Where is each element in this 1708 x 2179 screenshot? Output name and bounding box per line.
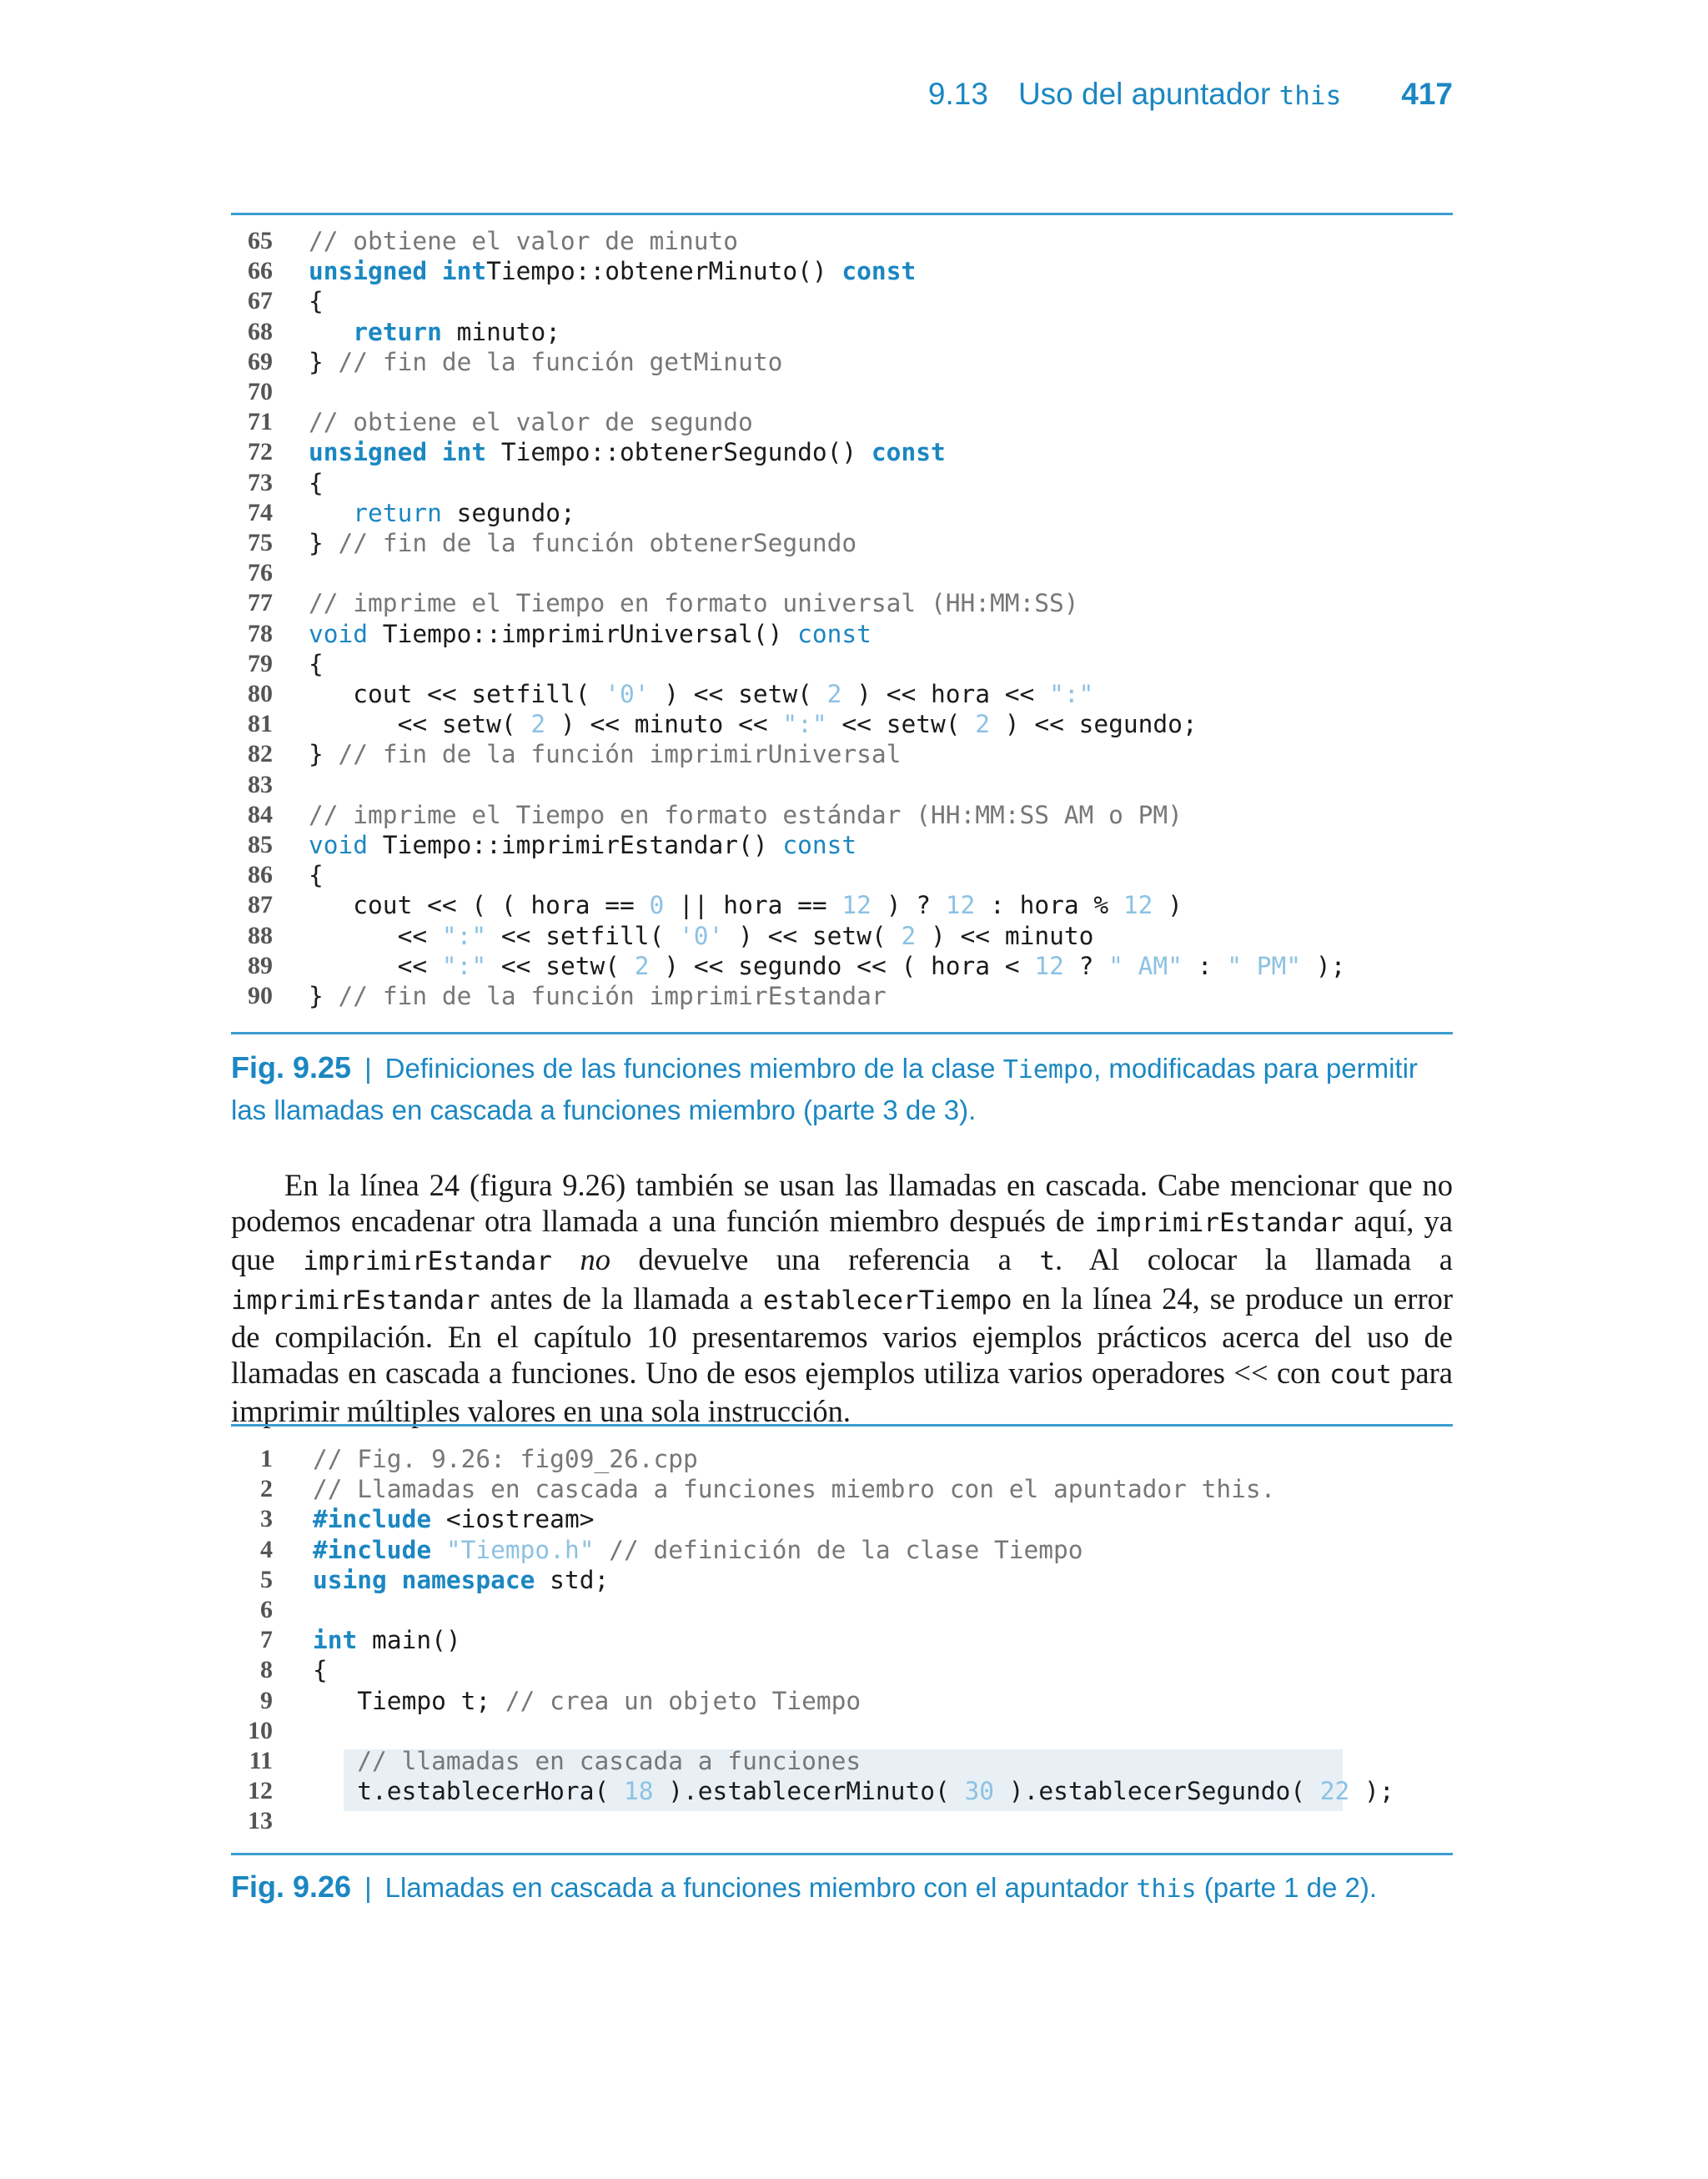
code-text: #include "Tiempo.h" // definición de la clase Tiempo	[313, 1535, 1083, 1564]
line-number: 3	[260, 1505, 273, 1533]
code2-bottom-rule	[231, 1853, 1453, 1855]
code-text: // obtiene el valor de minuto	[309, 227, 739, 255]
code-text: // obtiene el valor de segundo	[309, 408, 753, 437]
line-number: 12	[248, 1777, 273, 1805]
code-text: // imprime el Tiempo en formato estándar (HH:MM:SS AM o PM)	[309, 800, 1183, 829]
section-title: Uso del apuntador	[1017, 77, 1279, 111]
body-paragraph: En la línea 24 (figura 9.26) también se usan las llamadas en cascada. Cabe mencionar que no podemos encadenar otra llamada a una función miembro después de imprimirEstandar aquí, ya que imprimirEstandar no devuelve una referencia a t. Al colocar la llamada a imprimirEstandar antes de la llamada a establecerTiempo en la línea 24, se produce un error de compilación. En el capítulo 10 presentaremos varios ejemplos prácticos acerca del uso de llamadas en cascada a funciones. Uno de esos ejemplos utiliza varios operadores << con cout para imprimir múltiples valores en una sola instrucción.	[231, 1168, 1454, 1429]
line-number: 71	[248, 408, 273, 436]
line-number: 6	[260, 1596, 273, 1623]
line-number: 79	[248, 649, 273, 677]
code-text: {	[313, 1656, 328, 1685]
line-number: 82	[248, 740, 273, 768]
line-number: 7	[260, 1626, 273, 1654]
line-number: 65	[248, 227, 273, 254]
running-header	[0, 77, 1453, 112]
code-text: unsigned intTiempo::obtenerMinuto() const	[309, 257, 917, 286]
code-text: << ":" << setw( 2 ) << segundo << ( hora < 12 ? " AM" : " PM" );	[309, 951, 1346, 980]
figure-number: Fig. 9.26	[231, 1870, 352, 1904]
line-number: 13	[248, 1807, 273, 1835]
section-title-code: this	[1278, 81, 1342, 111]
code-text: } // fin de la función imprimirUniversal	[309, 740, 902, 769]
code-text: return segundo;	[353, 498, 575, 527]
code-bottom-rule	[231, 1032, 1453, 1034]
line-number: 70	[248, 378, 273, 405]
code-text: unsigned int Tiempo::obtenerSegundo() const	[309, 438, 946, 467]
line-number: 8	[260, 1656, 273, 1684]
line-number: 78	[248, 619, 273, 647]
figure-caption-9-25: Fig. 9.25 | Definiciones de las funciones miembro de la clase Tiempo, modificadas para permitir las llamadas en cascada a funciones miembro (parte 3 de 3).	[231, 1050, 1418, 1125]
line-number: 88	[248, 921, 273, 949]
code-text: int main()	[313, 1626, 461, 1655]
line-number: 67	[248, 287, 273, 315]
line-number: 73	[248, 468, 273, 496]
code2-top-rule	[231, 1424, 1453, 1427]
line-number: 4	[260, 1535, 273, 1563]
line-number: 68	[248, 317, 273, 345]
line-number: 66	[248, 257, 273, 285]
code-text: // Llamadas en cascada a funciones miembro con el apuntador this.	[313, 1475, 1276, 1504]
code-text: // Fig. 9.26: fig09_26.cpp	[313, 1445, 698, 1473]
line-number: 72	[248, 438, 273, 466]
line-number: 77	[248, 589, 273, 617]
code-text: {	[309, 287, 324, 316]
code-text: Tiempo t; // crea un objeto Tiempo	[313, 1686, 862, 1715]
line-number: 74	[248, 498, 273, 526]
line-number: 81	[248, 710, 273, 738]
line-number: 10	[248, 1716, 273, 1744]
line-number: 69	[248, 347, 273, 375]
code-text: << ":" << setfill( '0' ) << setw( 2 ) << minuto	[309, 921, 1094, 950]
code-text: // imprime el Tiempo en formato universal (HH:MM:SS)	[309, 589, 1079, 618]
line-number: 86	[248, 861, 273, 889]
code-text: void Tiempo::imprimirUniversal() const	[309, 619, 872, 648]
code-text: << setw( 2 ) << minuto << ":" << setw( 2 ) << segundo;	[309, 710, 1198, 739]
line-number: 5	[260, 1565, 273, 1593]
line-number: 90	[248, 982, 273, 1009]
figure-caption-9-26: Fig. 9.26 | Llamadas en cascada a funciones miembro con el apuntador this (parte 1 de 2).	[231, 1870, 1378, 1904]
figure-number: Fig. 9.25	[231, 1050, 352, 1084]
line-number: 83	[248, 770, 273, 798]
line-number: 75	[248, 529, 273, 556]
line-number: 11	[249, 1747, 273, 1774]
code-text: } // fin de la función getMinuto	[309, 347, 783, 376]
page-number: 417	[1401, 77, 1453, 111]
code-text: cout << setfill( '0' ) << setw( 2 ) << hora << ":"	[309, 680, 1094, 708]
line-number: 9	[260, 1686, 273, 1714]
code-text: using namespace std;	[313, 1565, 610, 1594]
line-number: 85	[248, 831, 273, 858]
code-text: void Tiempo::imprimirEstandar() const	[309, 831, 857, 859]
line-number: 2	[260, 1475, 273, 1503]
line-number: 1	[260, 1445, 273, 1472]
code-text: {	[309, 468, 324, 497]
code-text: {	[309, 861, 324, 890]
code-text: // llamadas en cascada a funciones	[357, 1747, 862, 1775]
code-text: } // fin de la función obtenerSegundo	[309, 529, 857, 557]
section-number: 9.13	[927, 77, 988, 111]
line-number: 84	[248, 800, 273, 828]
line-number: 89	[248, 951, 273, 979]
code-text: {	[309, 649, 324, 678]
line-number: 80	[248, 680, 273, 707]
code-top-rule	[231, 213, 1453, 215]
line-number: 87	[248, 891, 273, 919]
line-number: 76	[248, 559, 273, 587]
code-text: } // fin de la función imprimirEstandar	[309, 982, 887, 1010]
code-text: t.establecerHora( 18 ).establecerMinuto( 30 ).establecerSegundo( 22 );	[313, 1777, 1394, 1806]
code-text: cout << ( ( hora == 0 || hora == 12 ) ? 12 : hora % 12 )	[309, 891, 1183, 920]
code-text: return minuto;	[353, 317, 560, 346]
code-text: #include <iostream>	[313, 1505, 595, 1534]
